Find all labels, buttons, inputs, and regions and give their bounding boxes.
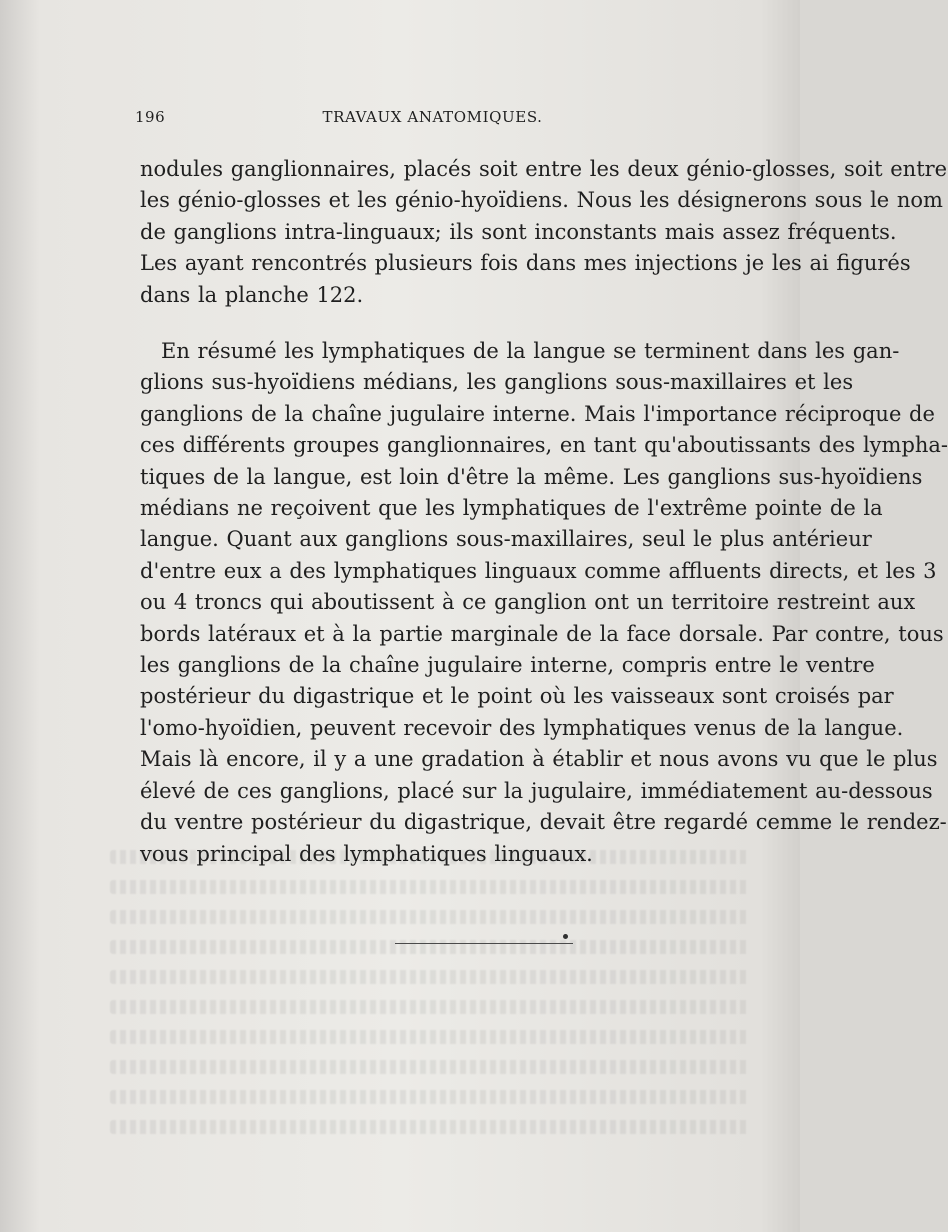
page-header: [135, 108, 730, 132]
text-line: nodules ganglionnaires, placés soit entre les deux génio-glosses, soit entre: [140, 157, 948, 181]
text-line: d'entre eux a des lymphatiques linguaux comme affluents directs, et les 3: [140, 558, 937, 583]
text-line: de ganglions intra-linguaux; ils sont inconstants mais assez fréquents.: [140, 219, 897, 244]
paragraph-2: [140, 336, 948, 870]
text-line: ganglions de la chaîne jugulaire interne. Mais l'importance réciproque de: [140, 401, 935, 426]
text-line: médians ne reçoivent que les lymphatiques de l'extrême pointe de la: [140, 496, 883, 521]
text-line: les ganglions de la chaîne jugulaire interne, compris entre le ventre: [140, 653, 875, 678]
text-line: bords latéraux et à la partie marginale de la face dorsale. Par contre, tous: [140, 621, 944, 646]
text-line: langue. Quant aux ganglions sous-maxillaires, seul le plus antérieur: [140, 527, 872, 552]
text-line: les génio-glosses et les génio-hyoïdiens. Nous les désignerons sous le nom: [140, 188, 943, 213]
page-number: 196: [135, 108, 166, 126]
text-line: En résumé les lymphatiques de la langue se terminent dans les gan-: [161, 339, 900, 363]
text-line: dans la planche 122.: [140, 282, 364, 307]
running-head: TRAVAUX ANATOMIQUES.: [322, 108, 543, 126]
text-line: Les ayant rencontrés plusieurs fois dans mes injections je les ai figurés: [140, 251, 911, 276]
text-line: glions sus-hyoïdiens médians, les ganglions sous-maxillaires et les: [140, 370, 854, 395]
ink-dot: [563, 934, 568, 939]
text-line: tiques de la langue, est loin d'être la même. Les ganglions sus-hyoïdiens: [140, 464, 923, 489]
text-line: l'omo-hyoïdien, peuvent recevoir des lymphatiques venus de la langue.: [140, 715, 904, 740]
text-line: ou 4 troncs qui aboutissent à ce ganglion ont un territoire restreint aux: [140, 590, 916, 615]
text-line: Mais là encore, il y a une gradation à établir et nous avons vu que le plus: [140, 747, 938, 772]
section-divider: [395, 943, 573, 944]
text-line: vous principal des lymphatiques linguaux.: [140, 841, 593, 866]
paragraph-1: [140, 154, 948, 311]
text-line: postérieur du digastrique et le point où les vaisseaux sont croisés par: [140, 684, 894, 709]
text-line: élevé de ces ganglions, placé sur la jugulaire, immédiatement au-dessous: [140, 778, 933, 803]
text-line: du ventre postérieur du digastrique, devait être regardé cemme le rendez-: [140, 810, 947, 835]
text-line: ces différents groupes ganglionnaires, en tant qu'aboutissants des lympha-: [140, 433, 948, 458]
